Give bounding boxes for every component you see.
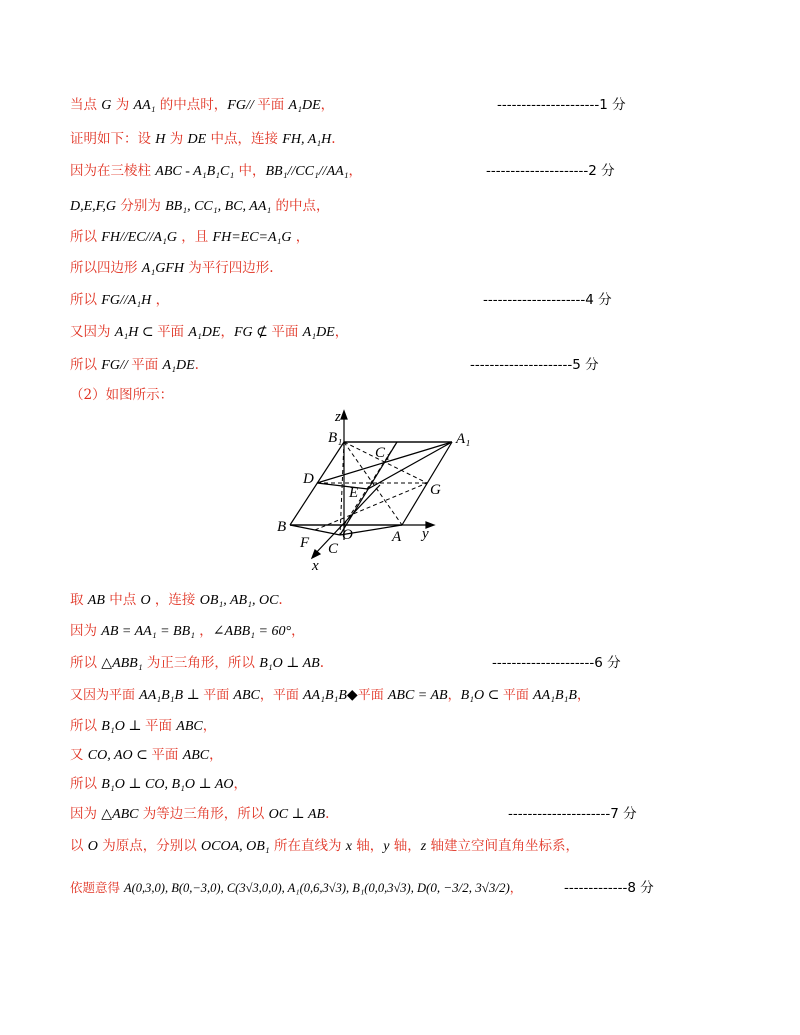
text-segment: 所以 bbox=[70, 655, 102, 671]
math-segment: BB₁//CC₁//AA₁ bbox=[265, 164, 349, 179]
text-segment: 轴， bbox=[351, 838, 384, 854]
text-segment: 依题意得 bbox=[70, 880, 124, 895]
label-C: C bbox=[328, 541, 339, 557]
text-segment: ， bbox=[447, 688, 461, 703]
text-segment: 因为 bbox=[70, 623, 102, 639]
text-segment: 又 bbox=[70, 747, 88, 763]
text-segment: ， bbox=[291, 623, 305, 639]
math-segment: ABC bbox=[182, 748, 210, 763]
text-line bbox=[70, 716, 216, 737]
math-segment: A₁DE bbox=[162, 358, 195, 373]
text-line bbox=[70, 836, 579, 857]
text-segment: 平面 bbox=[502, 688, 534, 703]
text-segment: 所以 bbox=[70, 229, 102, 245]
math-segment: AA₁B₁B◆ bbox=[302, 688, 358, 703]
text-segment: ， bbox=[348, 163, 363, 179]
text-line bbox=[70, 95, 334, 116]
text-segment: ， bbox=[233, 776, 248, 792]
math-segment: O bbox=[140, 593, 151, 608]
text-segment: ， bbox=[291, 229, 310, 245]
math-segment: △ABC bbox=[101, 807, 139, 822]
label-D: D bbox=[303, 471, 314, 487]
text-line bbox=[70, 258, 274, 279]
math-segment: FH, A₁H bbox=[282, 132, 332, 147]
label-C1: C₁ bbox=[375, 445, 391, 461]
math-segment: A₁DE bbox=[288, 98, 321, 113]
text-line bbox=[70, 196, 330, 217]
math-segment: B₁O ⊥ AB bbox=[259, 656, 320, 671]
math-segment: FG// bbox=[227, 98, 258, 113]
math-segment: OC ⊥ AB bbox=[268, 807, 326, 822]
text-line bbox=[70, 774, 247, 795]
math-segment: A₁DE bbox=[188, 325, 221, 340]
label-F: F bbox=[300, 535, 310, 551]
math-segment: OCOA, OB₁ bbox=[201, 839, 270, 854]
math-segment: B₁O ⊥ bbox=[101, 719, 145, 734]
text-segment: ， bbox=[320, 97, 335, 113]
math-segment: AB bbox=[87, 593, 105, 608]
math-segment: D,E,F,G bbox=[70, 199, 117, 214]
text-segment: 轴， bbox=[389, 838, 421, 854]
label-E: E bbox=[349, 485, 359, 501]
text-segment: 中点，连接 bbox=[206, 131, 283, 147]
text-line bbox=[70, 227, 309, 248]
x-arrow bbox=[312, 550, 320, 558]
text-segment: 为正三角形，所以 bbox=[142, 655, 260, 671]
text-line bbox=[70, 355, 199, 376]
math-segment: FH//EC//A₁G bbox=[101, 230, 177, 245]
math-segment: BB₁, CC₁, BC, AA₁ bbox=[165, 199, 272, 214]
label-y: y bbox=[422, 526, 429, 542]
math-segment: AB = AA₁ = BB₁ bbox=[101, 624, 195, 639]
text-line bbox=[70, 686, 590, 706]
text-segment: 证明如下：设 bbox=[70, 131, 156, 147]
text-segment: 为原点，分别以 bbox=[97, 838, 202, 854]
math-segment: G bbox=[101, 98, 112, 113]
score-marker: ---------------------6 分 bbox=[492, 655, 621, 671]
math-segment: (0, −3/2, 3√3/2) bbox=[426, 880, 510, 895]
math-segment: ABC bbox=[233, 688, 260, 703]
text-segment: （2）如图所示： bbox=[70, 387, 174, 403]
score-marker: -------------8 分 bbox=[564, 880, 654, 896]
text-segment: ，平面 bbox=[259, 688, 303, 703]
text-line bbox=[70, 590, 283, 611]
math-segment: A(0,3,0), B(0,−3,0), C(3√3,0,0), A₁(0,6,3√3), B₁(0,0,3√3), D bbox=[123, 881, 426, 895]
text-segment: 平面 bbox=[145, 718, 177, 734]
math-segment: FG// bbox=[101, 358, 132, 373]
text-line bbox=[70, 290, 169, 311]
label-A1: A₁ bbox=[456, 431, 471, 447]
score-marker: ---------------------2 分 bbox=[486, 163, 615, 179]
math-segment: ABC bbox=[176, 719, 203, 734]
score-marker: ---------------------7 分 bbox=[508, 806, 637, 822]
math-segment: ABC - A₁B₁C₁ bbox=[155, 164, 235, 179]
text-segment: ，且 bbox=[176, 229, 213, 245]
x-axis bbox=[314, 485, 380, 555]
text-segment: 为等边三角形，所以 bbox=[138, 806, 269, 822]
text-segment: 平面 bbox=[157, 324, 189, 340]
text-segment: . bbox=[194, 357, 199, 373]
z-arrow bbox=[341, 411, 347, 419]
text-segment: ，连接 bbox=[150, 592, 200, 608]
label-B: B bbox=[277, 519, 287, 535]
text-segment: 的中点， bbox=[271, 198, 330, 214]
math-segment: ∠ABB₁ = 60° bbox=[212, 624, 292, 639]
math-segment: ABC = AB bbox=[387, 688, 448, 703]
math-segment: A₁DE bbox=[302, 325, 335, 340]
math-segment: B₁O ⊂ bbox=[460, 688, 503, 703]
score-marker: ---------------------5 分 bbox=[470, 357, 599, 373]
text-segment: 所以 bbox=[70, 718, 102, 734]
text-segment: . bbox=[331, 131, 336, 147]
score-marker: ---------------------4 分 bbox=[483, 292, 612, 308]
math-segment: FH=EC=A₁G bbox=[212, 230, 292, 245]
text-segment: . bbox=[278, 592, 283, 608]
text-segment: 平面 bbox=[203, 688, 234, 703]
text-segment: 平面 bbox=[357, 688, 388, 703]
text-segment: 又因为 bbox=[70, 324, 115, 340]
text-segment: ， bbox=[509, 880, 523, 895]
label-O: O bbox=[342, 527, 353, 543]
text-segment: 中点 bbox=[104, 592, 141, 608]
math-segment: △ABB₁ bbox=[101, 656, 143, 671]
text-line bbox=[70, 878, 522, 898]
section-heading bbox=[70, 385, 173, 405]
text-segment: 为 bbox=[111, 97, 134, 113]
text-segment: 所以 bbox=[70, 357, 102, 373]
text-segment: ， bbox=[194, 623, 213, 639]
math-segment: x bbox=[345, 839, 352, 854]
label-A: A bbox=[392, 529, 402, 545]
text-segment: ， bbox=[151, 292, 170, 308]
text-segment: 以 bbox=[70, 838, 88, 854]
math-segment: AA₁B₁B bbox=[533, 688, 577, 703]
text-segment: 为 bbox=[165, 131, 188, 147]
text-segment: 当点 bbox=[70, 97, 102, 113]
text-segment: 因为在三棱柱 bbox=[70, 163, 156, 179]
math-segment: z bbox=[420, 839, 427, 854]
text-line bbox=[70, 804, 329, 825]
text-segment: ， bbox=[220, 324, 234, 340]
label-x: x bbox=[312, 558, 319, 574]
text-segment: 因为 bbox=[70, 806, 102, 822]
math-segment: AA₁ bbox=[133, 98, 156, 113]
text-segment: 所以 bbox=[70, 292, 102, 308]
text-segment: 平面 bbox=[151, 747, 183, 763]
math-segment: DE bbox=[187, 132, 207, 147]
text-line bbox=[70, 129, 336, 150]
text-segment: . bbox=[325, 806, 330, 822]
text-line bbox=[70, 621, 305, 642]
text-segment: ， bbox=[334, 324, 349, 340]
text-segment: 平面 bbox=[257, 97, 289, 113]
text-segment: 平面 bbox=[271, 324, 303, 340]
math-segment: FG//A₁H bbox=[101, 293, 152, 308]
label-G: G bbox=[430, 482, 441, 498]
text-line bbox=[70, 322, 348, 343]
math-segment: y bbox=[383, 839, 390, 854]
text-segment: ， bbox=[202, 718, 217, 734]
score-marker: ---------------------1 分 bbox=[497, 97, 626, 113]
text-line bbox=[70, 745, 223, 766]
math-segment: OB₁, AB₁, OC bbox=[199, 593, 279, 608]
prism-figure bbox=[270, 405, 490, 575]
text-segment: . bbox=[319, 655, 325, 671]
text-segment: ， bbox=[209, 747, 223, 763]
text-segment: 轴建立空间直角坐标系， bbox=[426, 838, 580, 854]
math-segment: AA₁B₁B ⊥ bbox=[139, 688, 204, 703]
math-segment: H bbox=[155, 132, 166, 147]
label-z: z bbox=[335, 409, 341, 425]
math-segment: FG ⊄ bbox=[233, 325, 272, 340]
math-segment: A₁GFH bbox=[141, 261, 184, 276]
text-segment: 分别为 bbox=[116, 198, 166, 214]
text-segment: 又因为平面 bbox=[70, 688, 140, 703]
math-segment: B₁O ⊥ CO, B₁O ⊥ AO bbox=[101, 777, 234, 792]
text-segment: 中， bbox=[234, 163, 266, 179]
text-line bbox=[70, 653, 324, 674]
math-segment: O bbox=[87, 839, 98, 854]
text-segment: ， bbox=[576, 688, 590, 703]
text-segment: 所在直线为 bbox=[269, 838, 346, 854]
text-segment: 所以 bbox=[70, 776, 102, 792]
text-segment: 取 bbox=[70, 592, 88, 608]
dashed-B1-C bbox=[340, 442, 344, 535]
text-line bbox=[70, 161, 362, 182]
text-segment: 为平行四边形. bbox=[184, 260, 274, 276]
text-segment: 所以四边形 bbox=[70, 260, 142, 276]
text-segment: 平面 bbox=[131, 357, 163, 373]
text-segment: 的中点时， bbox=[155, 97, 228, 113]
dashed-F-G bbox=[315, 483, 427, 530]
label-B1: B₁ bbox=[328, 430, 343, 446]
math-segment: CO, AO ⊂ bbox=[87, 748, 152, 763]
math-segment: A₁H ⊂ bbox=[114, 325, 158, 340]
